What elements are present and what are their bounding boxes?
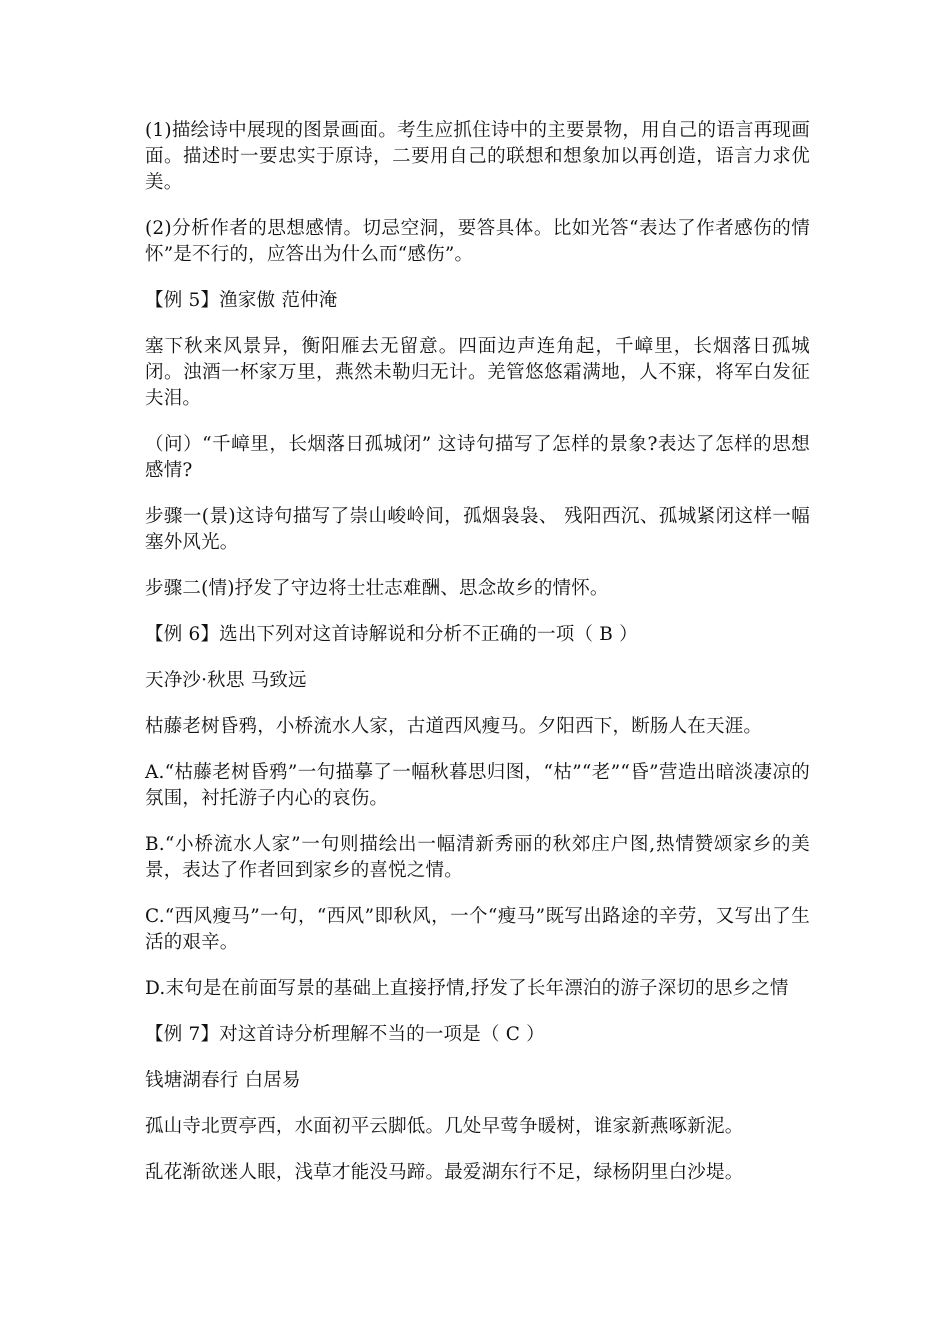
example-7-heading: 【例 7】对这首诗分析理解不当的一项是（ C ） [145, 1024, 545, 1045]
document-body [145, 118, 810, 1206]
example-6-option-d: D.末句是在前面写景的基础上直接抒情,抒发了长年漂泊的游子深切的思乡之情 [145, 978, 789, 999]
example-5-step-2: 步骤二(情)抒发了守边将士壮志难酬、思念故乡的情怀。 [145, 578, 609, 599]
example-6-poem: 枯藤老树昏鸦，小桥流水人家，古道西风瘦马。夕阳西下，断肠人在天涯。 [145, 716, 763, 737]
example-7-poem-line-1: 孤山寺北贾亭西，水面初平云脚低。几处早莺争暖树，谁家新燕啄新泥。 [145, 1116, 744, 1137]
example-7-poem-line-2: 乱花渐欲迷人眼，浅草才能没马蹄。最爱湖东行不足，绿杨阴里白沙堤。 [145, 1162, 744, 1183]
example-6-heading: 【例 6】选出下列对这首诗解说和分析不正确的一项（ B ） [145, 624, 638, 645]
example-6-option-c: C.“西风瘦马”一句，“西风”即秋风，一个“瘦马”既写出路途的辛劳，又写出了生活的艰辛。 [145, 906, 810, 953]
example-5-step-1: 步骤一(景)这诗句描写了崇山峻岭间，孤烟袅袅、 残阳西沉、孤城紧闭这样一幅塞外风光。 [145, 506, 810, 553]
example-6-poem-title: 天净沙·秋思 马致远 [145, 670, 307, 691]
example-5-question: （问）“千嶂里，长烟落日孤城闭” 这诗句描写了怎样的景象?表达了怎样的思想感情? [145, 434, 810, 481]
example-6-option-b: B.“小桥流水人家”一句则描绘出一幅清新秀丽的秋郊庄户图,热情赞颂家乡的美景，表达了作者回到家乡的喜悦之情。 [145, 834, 810, 881]
example-6-option-a: A.“枯藤老树昏鸦”一句描摹了一幅秋暮思归图，“枯”“老”“昏”营造出暗淡凄凉的氛围，衬托游子内心的哀伤。 [145, 762, 810, 809]
example-5-heading: 【例 5】渔家傲 范仲淹 [145, 290, 338, 311]
paragraph-method-1: (1)描绘诗中展现的图景画面。考生应抓住诗中的主要景物，用自己的语言再现画面。描述时一要忠实于原诗，二要用自己的联想和想象加以再创造，语言力求优美。 [145, 120, 810, 193]
example-7-poem-title: 钱塘湖春行 白居易 [145, 1070, 301, 1091]
paragraph-method-2: (2)分析作者的思想感情。切忌空洞，要答具体。比如光答“表达了作者感伤的情怀”是不行的，应答出为什么而“感伤”。 [145, 218, 810, 265]
example-5-poem: 塞下秋来风景异，衡阳雁去无留意。四面边声连角起，千嶂里，长烟落日孤城闭。浊酒一杯家万里，燕然未勒归无计。羌管悠悠霜满地，人不寐，将军白发征夫泪。 [145, 336, 810, 409]
